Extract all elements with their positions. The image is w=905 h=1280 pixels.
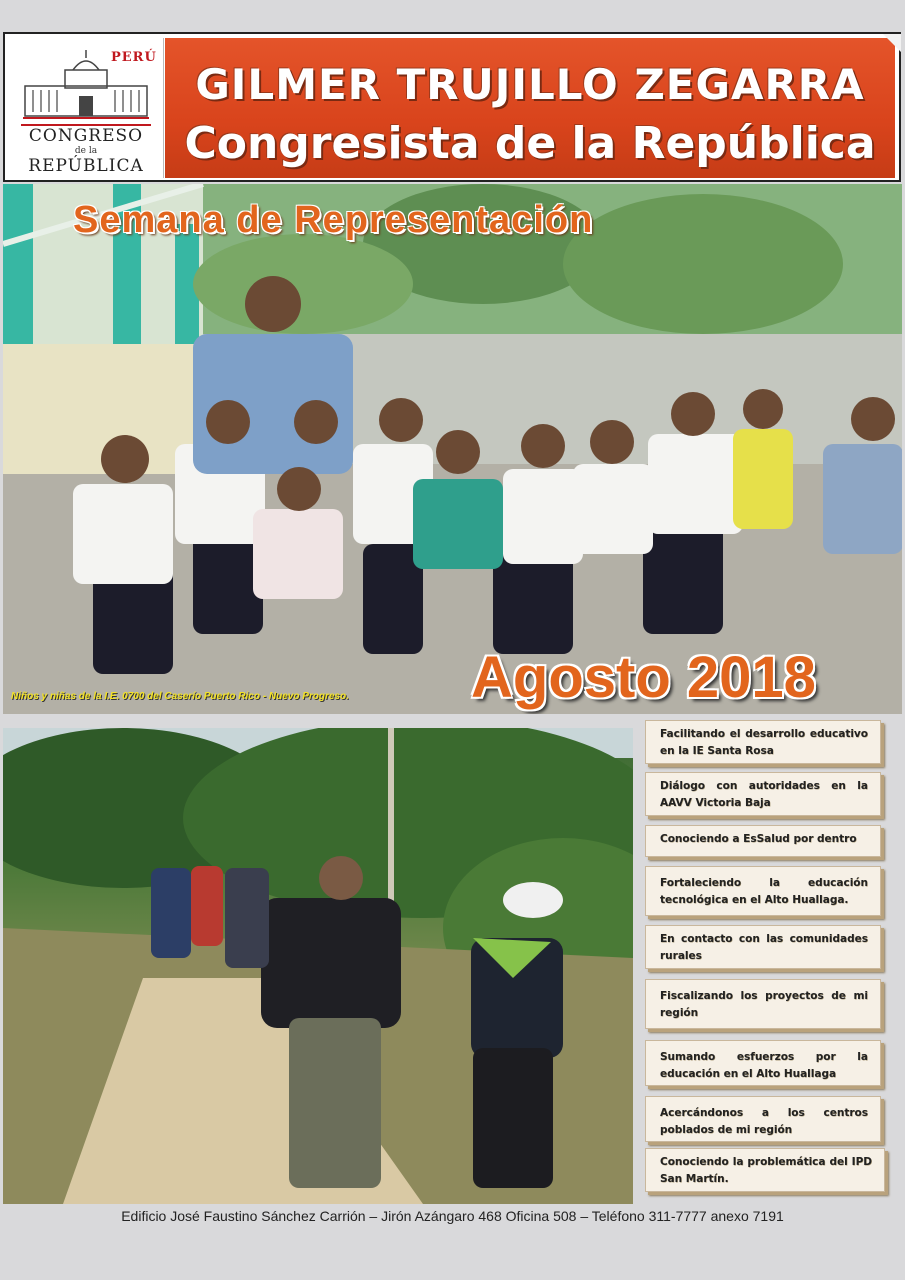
masthead — [3, 32, 901, 182]
highlight-9: Conociendo la problemática del IPD San Martín. — [645, 1148, 885, 1192]
hero-photo — [3, 184, 902, 714]
highlight-7: Sumando esfuerzos por la educación en el Alto Huallaga — [645, 1040, 881, 1086]
hero-caption: Niños y niñas de la I.E. 0700 del Caserío Puerto Rico - Nuevo Progreso. — [11, 691, 349, 702]
logo-line2: de la — [74, 146, 98, 156]
page-curl-icon — [883, 34, 901, 52]
highlight-6: Fiscalizando los proyectos de mi región — [645, 979, 881, 1029]
highlight-3: Conociendo a EsSalud por dentro — [645, 825, 881, 857]
highlight-4: Fortaleciendo la educación tecnológica en el Alto Huallaga. — [645, 866, 881, 916]
highlight-5: En contacto con las comunidades rurales — [645, 925, 881, 969]
field-visit-photo — [3, 728, 633, 1204]
highlight-1: Facilitando el desarrollo educativo en la IE Santa Rosa — [645, 720, 881, 764]
hiking-group-photo-illustration — [3, 728, 633, 1204]
title-banner — [165, 38, 895, 178]
schoolchildren-photo-illustration — [3, 184, 902, 714]
logo-line3: REPÚBLICA — [28, 156, 144, 176]
congressman-role: Congresista de la República — [184, 118, 876, 169]
issue-date: Agosto 2018 — [471, 645, 816, 710]
congressman-name: GILMER TRUJILLO ZEGARRA — [195, 60, 865, 109]
logo-country: PERÚ — [111, 50, 157, 65]
congress-building-icon — [21, 46, 151, 122]
highlight-2: Diálogo con autoridades en la AAVV Victoria Baja — [645, 772, 881, 816]
logo-line1: CONGRESO — [28, 126, 144, 146]
footer-address: Edificio José Faustino Sánchez Carrión – Jirón Azángaro 468 Oficina 508 – Teléfono 311-7777 anexo 7191 — [121, 1208, 784, 1224]
hero-title: Semana de Representación — [73, 199, 594, 241]
congreso-logo — [9, 38, 164, 178]
highlight-8: Acercándonos a los centros poblados de mi región — [645, 1096, 881, 1142]
